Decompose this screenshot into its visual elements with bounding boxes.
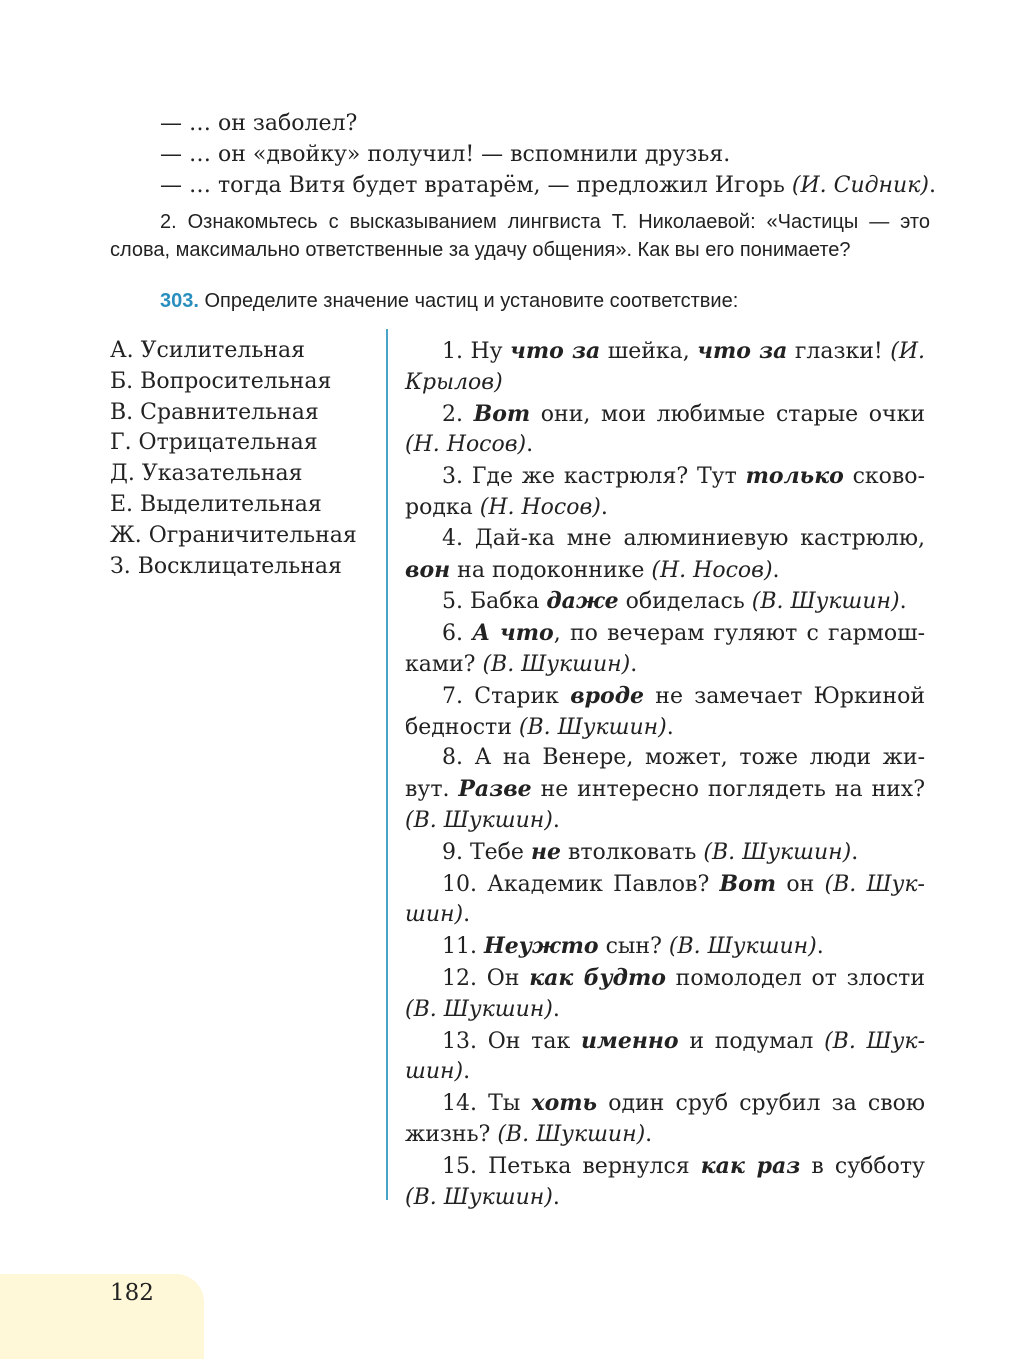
- particle: А что: [472, 620, 554, 647]
- source: (В. Шукшин): [405, 871, 925, 928]
- source: (В. Шукшин): [703, 839, 852, 865]
- source: (В. Шукшин): [497, 1121, 646, 1147]
- option-item: Б. Вопросительная: [110, 368, 332, 394]
- sentence-text: .: [526, 432, 534, 458]
- sentence-text: .: [552, 1184, 560, 1210]
- sentence-text: 12. Он: [442, 965, 530, 991]
- sentence-item: [405, 963, 925, 1026]
- sentence-text: .: [851, 839, 859, 865]
- option-item: А. Усилительная: [110, 338, 305, 363]
- particle: Вот: [473, 400, 531, 427]
- exercise-instruction: Определите значение частиц и установите соответствие:: [198, 290, 739, 312]
- sentence-text: 5. Бабка: [442, 589, 547, 615]
- sentence-text: 1. Ну: [442, 339, 511, 364]
- sentence-text: не замечает Юркиной бедности: [405, 683, 925, 740]
- sentence-text: .: [666, 714, 674, 740]
- exercise-number: 303.: [160, 290, 199, 312]
- sentence-text: на подоконнике: [450, 557, 652, 583]
- particle: Неужто: [483, 933, 599, 960]
- sentence-item: [405, 618, 925, 681]
- sentence-item: [405, 336, 925, 399]
- particle: Вот: [719, 870, 777, 897]
- sentence-text: , по вечерам гуляют с гармошками?: [405, 621, 926, 677]
- sentence-text: глазки!: [787, 339, 891, 364]
- sentence-text: 2.: [442, 401, 474, 427]
- option-item: Г. Отрицательная: [110, 430, 318, 456]
- sentence-text: 7. Старик: [442, 683, 571, 709]
- particle: хоть: [531, 1090, 598, 1117]
- sentence-item: [405, 681, 925, 744]
- sentence-text: .: [816, 934, 824, 960]
- particle: вон: [405, 556, 451, 583]
- sentence-text: один сруб срубил за свою жизнь?: [405, 1091, 925, 1147]
- sentence-text: втолковать: [560, 839, 704, 865]
- sentence-item: [405, 1026, 925, 1089]
- sentence-text: 11.: [442, 934, 484, 960]
- source: (В. Шукшин): [405, 1028, 925, 1085]
- sentence-text: не интересно поглядеть на них?: [531, 777, 925, 803]
- source: (В. Шукшин): [405, 996, 553, 1022]
- sentence-item: [405, 461, 925, 524]
- option-item: З. Восклицательная: [110, 553, 342, 579]
- sentence-text: .: [463, 1059, 471, 1085]
- sentence-text: 14. Ты: [442, 1091, 532, 1117]
- column-divider: [386, 329, 388, 1200]
- sentence-text: .: [552, 996, 560, 1022]
- sentence-item: [405, 837, 925, 869]
- task-2-text: 2. Ознакомьтесь с высказыванием лингвиста Т. Николаевой: «Частицы — это слова, максимально ответственные за удачу общения». Как вы его понимаете?: [110, 211, 930, 261]
- particle: даже: [546, 588, 619, 615]
- sentence-text: .: [772, 557, 780, 583]
- sentence-item: [405, 869, 925, 932]
- sentence-text: сын?: [598, 934, 669, 960]
- dialogue-source: (И. Сидник): [791, 173, 929, 198]
- sentence-item: [405, 931, 925, 963]
- sentence-item: [405, 1088, 925, 1151]
- particle: что за: [697, 338, 788, 364]
- particle: вроде: [570, 682, 645, 709]
- particle: Разве: [458, 776, 532, 803]
- sentence-text: 10. Академик Павлов?: [442, 871, 720, 897]
- options-list: [110, 336, 380, 582]
- sentence-text: .: [899, 589, 907, 615]
- particle: именно: [580, 1027, 679, 1054]
- source: (И. Крылов): [405, 339, 925, 395]
- exercise-303-heading: [160, 287, 930, 315]
- source: (В. Шукшин): [482, 651, 631, 677]
- sentence-text: и подумал: [678, 1028, 825, 1054]
- sentence-text: сковородка: [405, 464, 925, 520]
- sentence-text: 8. А на Венере, может, тоже люди живут.: [405, 745, 925, 803]
- particle: что за: [510, 338, 601, 364]
- source: (В. Шукшин): [405, 807, 553, 833]
- dialogue-end: .: [928, 173, 936, 198]
- sentence-item: [405, 399, 925, 462]
- sentence-text: 4. Дай-ка мне алюминиевую кастрюлю,: [442, 525, 925, 551]
- source: (Н. Носов): [651, 557, 773, 583]
- dialogue-line: [160, 170, 936, 201]
- source: (В. Шукшин): [668, 934, 817, 960]
- sentence-text: 9. Тебе: [442, 839, 531, 865]
- option-item: Ж. Ограничительная: [110, 522, 357, 548]
- sentence-text: в субботу: [800, 1153, 925, 1179]
- source: (В. Шукшин): [405, 1184, 553, 1210]
- option-item: Д. Указательная: [110, 461, 303, 487]
- option-item: В. Сравнительная: [110, 399, 319, 425]
- page-corner-highlight: [0, 1274, 204, 1359]
- sentence-text: они, мои любимые старые очки: [530, 401, 926, 427]
- sentence-item: [405, 1151, 925, 1214]
- sentence-item: [405, 743, 925, 836]
- page-number: 182: [110, 1280, 154, 1306]
- sentence-text: помолодел от злости: [665, 965, 925, 991]
- sentence-text: он: [776, 871, 825, 897]
- sentence-text: 13. Он так: [442, 1028, 581, 1054]
- sentence-text: 6.: [442, 621, 473, 647]
- sentence-text: 15. Петька вернулся: [442, 1153, 701, 1179]
- sentence-list: [405, 336, 925, 1213]
- dialogue-line: — … он «двойку» получил! — вспомнили друзья.: [160, 142, 731, 167]
- sentence-text: .: [600, 494, 608, 520]
- sentence-text: шейка,: [600, 339, 698, 364]
- dialogue-line: — … он заболел?: [160, 111, 358, 136]
- sentence-text: .: [463, 902, 471, 928]
- particle: как будто: [529, 964, 666, 991]
- sentence-text: .: [552, 807, 560, 833]
- sentence-item: [405, 524, 925, 587]
- source: (В. Шукшин): [518, 714, 667, 740]
- particle: не: [530, 838, 561, 865]
- source: (В. Шукшин): [751, 589, 900, 615]
- sentence-text: обиделась: [618, 589, 752, 615]
- option-item: Е. Выделительная: [110, 491, 322, 517]
- particle: только: [745, 463, 844, 490]
- sentence-text: .: [630, 651, 638, 677]
- sentence-text: 3. Где же кастрюля? Тут: [442, 464, 746, 490]
- source: (Н. Носов): [405, 432, 527, 458]
- particle: как раз: [700, 1152, 801, 1179]
- source: (Н. Носов): [479, 494, 601, 520]
- dialogue-text: — … тогда Витя будет вратарём, — предложил Игорь: [160, 173, 792, 198]
- sentence-text: .: [645, 1121, 653, 1147]
- sentence-item: [405, 586, 925, 618]
